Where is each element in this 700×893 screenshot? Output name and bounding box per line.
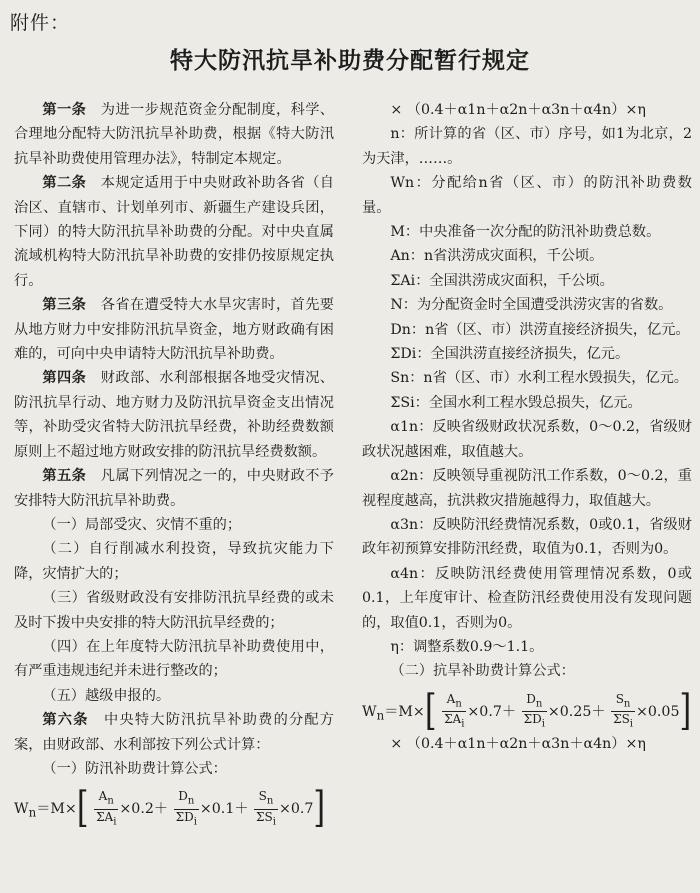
definition-paragraph: ΣDi：全国洪涝直接经济损失，亿元。 bbox=[390, 346, 630, 363]
definition-paragraph: Dn：n省（区、市）洪涝直接经济损失，亿元。 bbox=[390, 321, 690, 338]
definition-paragraph: N：为分配资金时全国遭受洪涝灾害的省数。 bbox=[390, 297, 673, 314]
article-text: 中央特大防汛抗旱补助费的分配方案，由财政部、水利部按下列公式计算： bbox=[14, 712, 334, 753]
drought-formula-line: $W_n=M\times$[ $\frac{A_n}{\Sigma A_i}$ ×0.7＋ $\frac{D_n}{\Sigma D_i}$ ×0.25＋ $\frac{S_n}{\Sigma S_i}$ ×0.05] bbox=[362, 686, 692, 736]
definition-paragraph: × （0.4＋α1n＋α2n＋α3n＋α4n）×η bbox=[390, 102, 646, 118]
definition-paragraph: α3n：反映防汛经费情况系数，0或0.1，省级财政年初预算安排防汛经费，取值为0.1，否则为0。 bbox=[362, 516, 692, 558]
article-paragraph bbox=[14, 98, 334, 171]
article-text: 为进一步规范资金分配制度，科学、合理地分配特大防汛抗旱补助费，根据《特大防汛抗旱补助费使用管理办法》，特制定本规定。 bbox=[14, 102, 334, 167]
definition-paragraph: n：所计算的省（区、市）序号，如1为北京，2为天津，……。 bbox=[362, 126, 692, 167]
article-text: （二）自行削减水利投资，导致抗灾能力下降，灾情扩大的； bbox=[14, 541, 334, 582]
left-paragraphs bbox=[14, 98, 334, 781]
definition-paragraph: ΣSi：全国水利工程水毁总损失，亿元。 bbox=[390, 394, 642, 411]
attachment-label: 附件： bbox=[10, 12, 71, 34]
article-number: 第二条 bbox=[42, 175, 101, 192]
article-text: （四）在上年度特大防汛抗旱补助费使用中，有严重违规违纪并未进行整改的； bbox=[14, 638, 334, 680]
drought-formula-tail: × （0.4＋α1n＋α2n＋α3n＋α4n）×η bbox=[390, 735, 646, 752]
drought-formula bbox=[362, 686, 692, 756]
definition-paragraph: α4n：反映防汛经费使用管理情况系数，0或0.1，上年度审计、检查防汛经费使用没有发现问题的，取值0.1，否则为0。 bbox=[362, 565, 692, 631]
definition-paragraph: ΣAi：全国洪涝成灾面积，千公顷。 bbox=[390, 272, 614, 289]
right-column bbox=[362, 98, 692, 756]
article-paragraph bbox=[14, 513, 334, 537]
article-text: 各省在遭受特大水旱灾害时，首先要从地方财力中安排防汛抗旱资金，地方财政确有困难的，可向中央申请特大防汛抗旱补助费。 bbox=[14, 297, 334, 363]
definition-paragraph: Wn：分配给n省（区、市）的防汛补助费数量。 bbox=[362, 175, 692, 216]
article-paragraph bbox=[14, 171, 334, 293]
left-column bbox=[14, 98, 334, 834]
definition-paragraph: α1n：反映省级财政状况系数，0～0.2，省级财政状况越困难，取值越大。 bbox=[362, 419, 692, 460]
article-paragraph bbox=[14, 366, 334, 464]
article-number: 第三条 bbox=[42, 297, 101, 314]
document-title: 特大防汛抗旱补助费分配暂行规定 bbox=[170, 48, 530, 74]
article-text: 本规定适用于中央财政补助各省（自治区、直辖市、计划单列市、新疆生产建设兵团，下同）的特大防汛抗旱补助费的分配。对中央直属流域机构特大防汛抗旱补助费的安排仍按原规定执行。 bbox=[14, 175, 334, 289]
definition-paragraph: （二）抗旱补助费计算公式： bbox=[390, 663, 575, 680]
article-paragraph bbox=[14, 684, 334, 708]
definition-paragraph: α2n：反映领导重视防汛工作系数，0～0.2，重视程度越高，抗洪救灾措施越得力，取值越大。 bbox=[362, 468, 692, 509]
article-paragraph bbox=[14, 464, 334, 513]
article-paragraph bbox=[14, 293, 334, 366]
definition-paragraph: η：调整系数0.9～1.1。 bbox=[390, 638, 544, 655]
article-paragraph bbox=[14, 537, 334, 586]
article-number: 第一条 bbox=[42, 102, 101, 118]
flood-formula-line: $W_n=M\times$[ $\frac{A_n}{\Sigma A_i}$ ×0.2＋ $\frac{D_n}{\Sigma D_i}$ ×0.1＋ $\frac{S_n}{\Sigma S_i}$ ×0.7] bbox=[14, 784, 326, 834]
definition-paragraph: M：中央准备一次分配的防汛补助费总数。 bbox=[390, 224, 661, 241]
article-text: （三）省级财政没有安排防汛抗旱经费的或未及时下拨中央安排的特大防汛抗旱经费的； bbox=[14, 590, 334, 631]
definition-paragraph: Sn：n省（区、市）水利工程水毁损失，亿元。 bbox=[390, 370, 688, 387]
article-number: 第五条 bbox=[42, 468, 101, 485]
article-text: 财政部、水利部根据各地受灾情况、防汛抗旱行动、地方财力及防汛抗旱资金支出情况等，补助受灾省特大防汛抗旱经费，补助经费数额原则上不超过地方财政安排的防汛抗旱经费数额。 bbox=[14, 370, 334, 460]
article-text: （一）防汛补助费计算公式： bbox=[42, 760, 227, 777]
definition-paragraph: An：n省洪涝成灾面积，千公顷。 bbox=[390, 248, 604, 265]
article-paragraph bbox=[14, 757, 334, 781]
flood-formula bbox=[14, 784, 334, 834]
article-number: 第六条 bbox=[42, 712, 105, 729]
article-text: （一）局部受灾、灾情不重的； bbox=[42, 516, 242, 533]
article-paragraph bbox=[14, 635, 334, 684]
article-text: 凡属下列情况之一的，中央财政不予安排特大防汛抗旱补助费。 bbox=[14, 468, 334, 509]
right-paragraphs bbox=[362, 98, 692, 684]
article-paragraph bbox=[14, 586, 334, 635]
article-text: （五）越级申报的。 bbox=[42, 687, 171, 704]
article-number: 第四条 bbox=[42, 370, 101, 387]
article-paragraph bbox=[14, 708, 334, 757]
